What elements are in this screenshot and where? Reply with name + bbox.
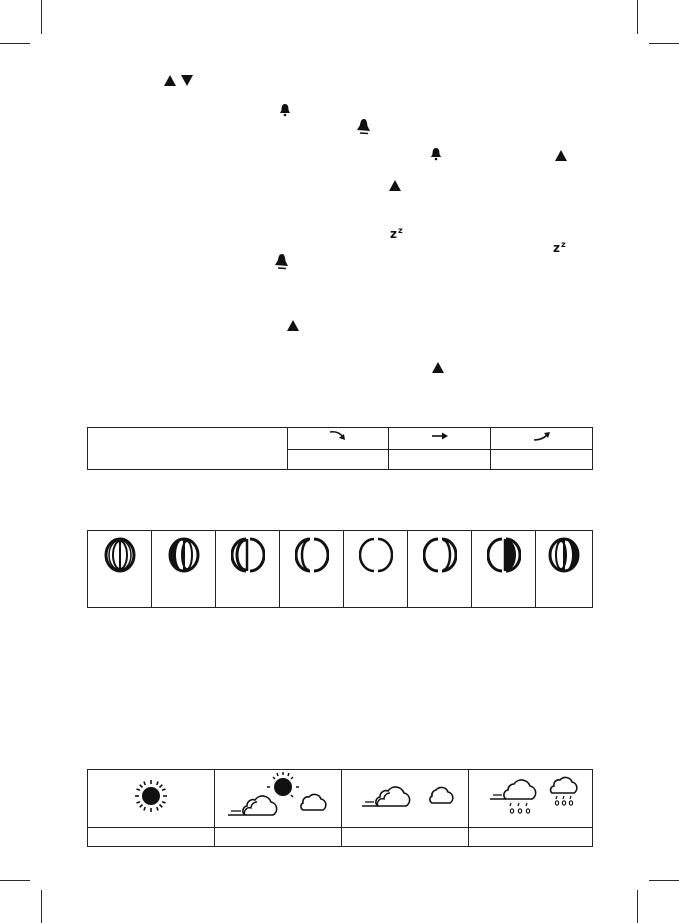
last-quarter-icon	[231, 536, 265, 574]
first-quarter-icon	[487, 536, 521, 574]
up-triangle-icon	[287, 320, 299, 331]
snooze-icon	[390, 225, 408, 239]
svg-text:z: z	[561, 240, 566, 249]
waning-gibbous-icon	[167, 536, 201, 574]
moon-cell-first-quarter	[472, 531, 536, 608]
pressure-trend-table	[87, 427, 593, 470]
weather-cell-sunny	[88, 770, 215, 828]
new-moon-icon	[359, 536, 393, 574]
trend-label-rising	[491, 449, 593, 470]
svg-text:z: z	[390, 227, 397, 239]
trend-header-cell	[88, 428, 288, 470]
up-triangle-icon	[555, 150, 567, 161]
moon-cell-waning-crescent	[280, 531, 344, 608]
trend-arrow-steady-cell	[389, 428, 491, 450]
weather-cell-cloudy	[342, 770, 469, 828]
bell-icon	[430, 147, 442, 161]
moon-cell-waxing-gibbous	[536, 531, 593, 608]
bell-ringing-icon	[356, 118, 372, 135]
trend-arrow-falling-cell	[287, 428, 389, 450]
weather-cell-rainy	[469, 770, 593, 828]
snooze-icon	[553, 239, 571, 253]
bell-icon	[279, 103, 291, 117]
weather-label-rainy	[469, 828, 593, 847]
crop-mark-br-v	[637, 890, 638, 923]
crop-mark-bl-h	[0, 880, 30, 881]
weather-label-cloudy	[342, 828, 469, 847]
arrow-steady-icon	[430, 429, 450, 443]
crop-mark-tl-v	[41, 0, 42, 34]
partly-cloudy-icon	[223, 770, 333, 822]
trend-label-falling	[287, 449, 389, 470]
weather-cell-partly-cloudy	[215, 770, 342, 828]
crop-mark-tr-v	[637, 0, 638, 34]
moon-phase-table	[87, 530, 593, 608]
cloudy-icon	[350, 776, 460, 816]
up-triangle-icon	[164, 75, 176, 86]
trend-label-steady	[389, 449, 491, 470]
down-triangle-icon	[181, 75, 193, 86]
crop-mark-br-h	[649, 880, 679, 881]
weather-forecast-table	[87, 769, 593, 847]
waning-crescent-icon	[295, 536, 329, 574]
moon-cell-waxing-crescent	[408, 531, 472, 608]
full-moon-icon	[103, 536, 137, 574]
weather-label-partly-cloudy	[215, 828, 342, 847]
up-triangle-icon	[389, 180, 401, 191]
moon-cell-waning-gibbous	[152, 531, 216, 608]
waxing-crescent-icon	[423, 536, 457, 574]
moon-cell-new	[344, 531, 408, 608]
crop-mark-tr-h	[649, 43, 679, 44]
svg-text:z: z	[398, 226, 403, 235]
weather-label-sunny	[88, 828, 215, 847]
rain-icon	[476, 771, 586, 821]
trend-arrow-rising-cell	[491, 428, 593, 450]
svg-text:z: z	[553, 241, 560, 253]
sun-icon	[134, 779, 168, 813]
crop-mark-tl-h	[0, 43, 30, 44]
moon-cell-last-quarter	[216, 531, 280, 608]
arrow-falling-icon	[328, 429, 348, 443]
bell-ringing-icon	[274, 253, 290, 270]
waxing-gibbous-icon	[547, 536, 581, 574]
up-triangle-icon	[432, 362, 444, 373]
arrow-rising-icon	[532, 429, 552, 443]
moon-cell-full	[88, 531, 152, 608]
crop-mark-bl-v	[41, 890, 42, 923]
